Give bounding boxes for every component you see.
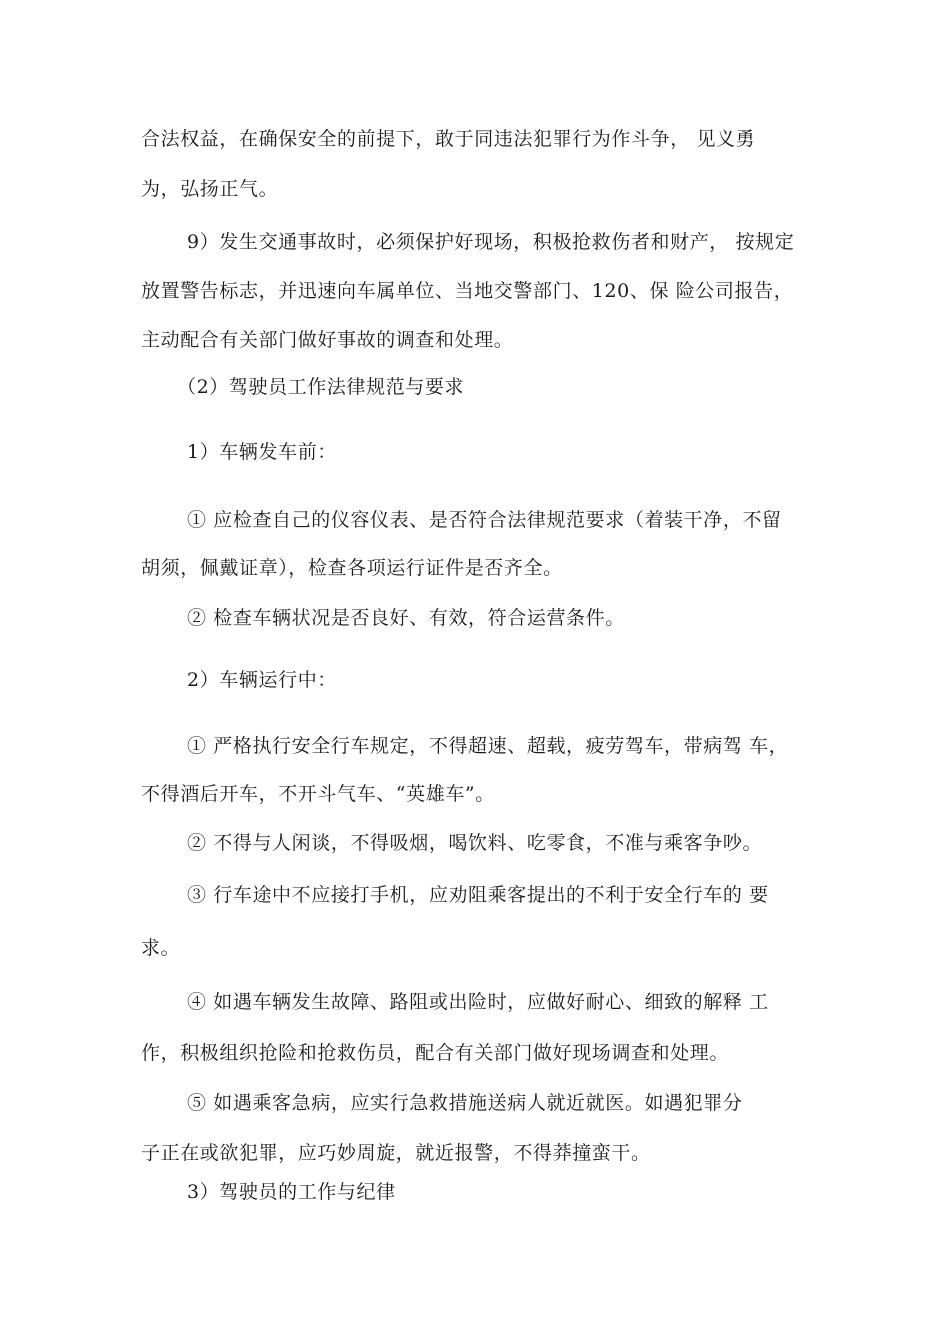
paragraph-line: 胡须，佩戴证章），检查各项运行证件是否齐全。 (141, 557, 563, 579)
paragraph-line: 作，积极组织抢险和抢救伤员，配合有关部门做好现场调查和处理。 (141, 1042, 730, 1064)
paragraph-line: 不得酒后开车，不开斗气车、“英雄车”。 (141, 783, 495, 805)
paragraph-line: 主动配合有关部门做好事故的调查和处理。 (141, 329, 514, 351)
paragraph-line: 子正在或欲犯罪，应巧妙周旋，就近报警，不得莽撞蛮干。 (141, 1142, 651, 1164)
paragraph-line: 为，弘扬正气。 (141, 178, 279, 200)
subsection-heading: 1）车辆发车前： (187, 441, 337, 463)
paragraph-line: ② 检查车辆状况是否良好、有效，符合运营条件。 (187, 607, 625, 629)
paragraph-line: ① 严格执行安全行车规定，不得超速、超载，疲劳驾车，带病驾 车， (187, 735, 789, 757)
paragraph-line: ④ 如遇车辆发生故障、路阻或出险时，应做好耐心、细致的解释 工 (187, 991, 769, 1013)
paragraph-line: 放置警告标志，并迅速向车属单位、当地交警部门、120、保 险公司报告， (141, 280, 794, 302)
paragraph-line: ② 不得与人闲谈，不得吸烟，喝饮料、吃零食，不准与乘客争吵。 (187, 832, 763, 854)
paragraph-line: ③ 行车途中不应接打手机，应劝阻乘客提出的不利于安全行车的 要 (187, 884, 769, 906)
subsection-heading: 2）车辆运行中： (187, 669, 337, 691)
paragraph-line: 求。 (141, 937, 181, 959)
paragraph-line: ① 应检查自己的仪容仪表、是否符合法律规范要求（着装干净，不留 (187, 509, 782, 531)
paragraph-line: 合法权益，在确保安全的前提下，敢于同违法犯罪行为作斗争， 见义勇 (141, 128, 756, 150)
subsection-heading: 3）驾驶员的工作与纪律 (187, 1181, 396, 1203)
section-heading: （2）驾驶员工作法律规范与要求 (177, 376, 465, 398)
paragraph-line: ⑤ 如遇乘客急病，应实行急救措施送病人就近就医。如遇犯罪分 (187, 1092, 743, 1114)
paragraph-line: 9）发生交通事故时，必须保护好现场，积极抢救伤者和财产， 按规定 (187, 231, 795, 253)
